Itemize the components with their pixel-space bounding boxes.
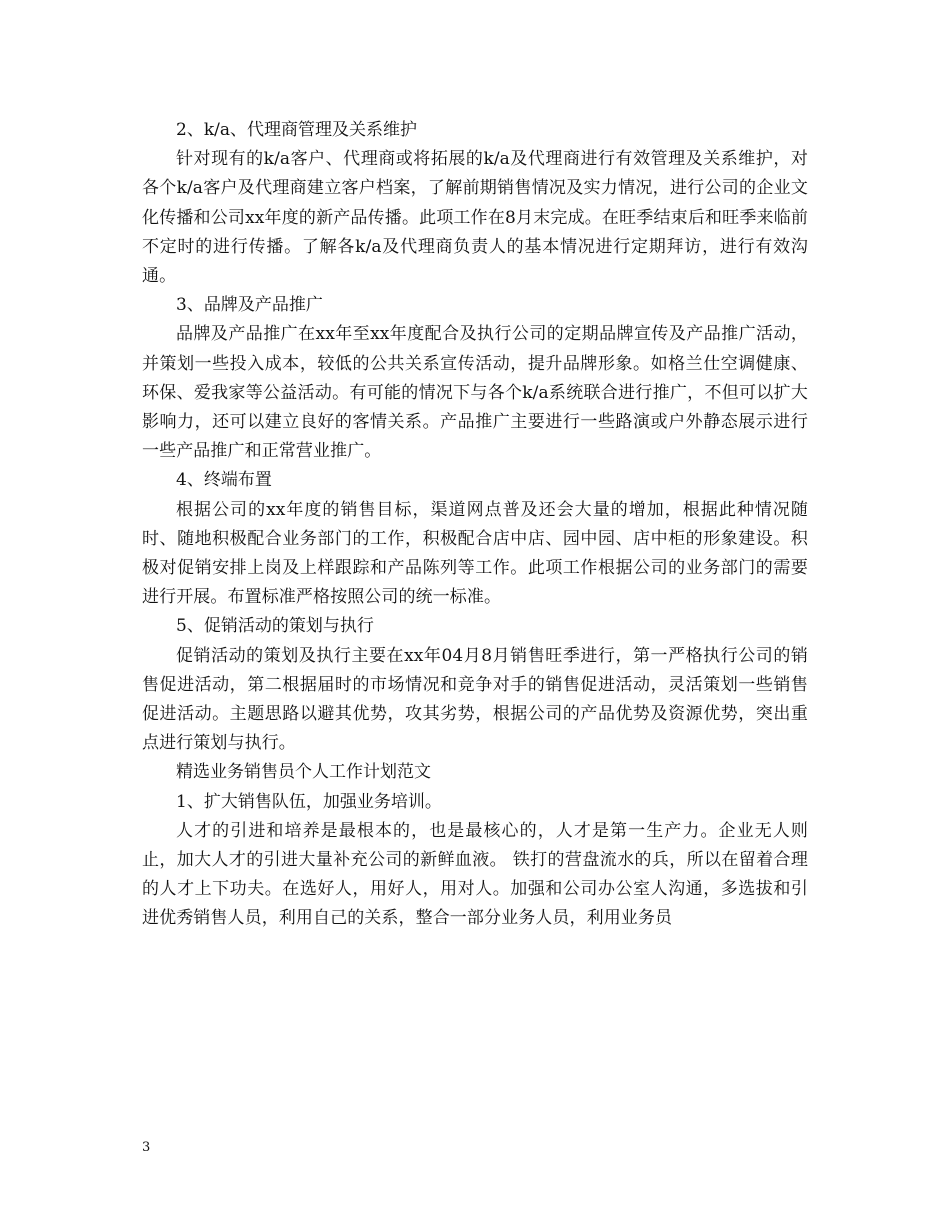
section-heading-promotion: 5、促销活动的策划与执行 [176, 616, 374, 637]
section-heading-team: 1、扩大销售队伍，加强业务培训。 [176, 791, 442, 812]
paragraph-terminal: 根据公司的xx年度的销售目标，渠道网点普及还会大量的增加，根据此种情况随时、随地积极配合业务部门的工作，积极配合店中店、园中园、店中柜的形象建设。积极对促销安排上岗及上样跟踪和产品陈列等工作。此项工作根据公司的业务部门的需要进行开展。布置标准严格按照公司的统一标准。 [142, 499, 808, 608]
section-heading-brand: 3、品牌及产品推广 [176, 295, 323, 316]
page-number: 3 [142, 1140, 151, 1155]
document-body [142, 116, 808, 934]
section-heading-terminal: 4、终端布置 [176, 470, 272, 491]
document-subtitle: 精选业务销售员个人工作计划范文 [176, 762, 431, 783]
paragraph-brand: 品牌及产品推广在xx年至xx年度配合及执行公司的定期品牌宣传及产品推广活动，并策划一些投入成本，较低的公共关系宣传活动，提升品牌形象。如格兰仕空调健康、环保、爱我家等公益活动。有可能的情况下与各个k/a系统联合进行推广，不但可以扩大影响力，还可以建立良好的客情关系。产品推广主要进行一些路演或户外静态展示进行一些产品推广和正常营业推广。 [142, 324, 808, 462]
paragraph-ka: 针对现有的k/a客户、代理商或将拓展的k/a及代理商进行有效管理及关系维护，对各个k/a客户及代理商建立客户档案，了解前期销售情况及实力情况，进行公司的企业文化传播和公司xx年度的新产品传播。此项工作在8月末完成。在旺季结束后和旺季来临前不定时的进行传播。了解各k/a及代理商负责人的基本情况进行定期拜访，进行有效沟通。 [142, 149, 808, 287]
paragraph-promotion: 促销活动的策划及执行主要在xx年04月8月销售旺季进行，第一严格执行公司的销售促进活动，第二根据届时的市场情况和竞争对手的销售促进活动，灵活策划一些销售促进活动。主题思路以避其优势，攻其劣势，根据公司的产品优势及资源优势，突出重点进行策划与执行。 [142, 645, 808, 754]
section-heading-ka: 2、k/a、代理商管理及关系维护 [176, 120, 417, 140]
paragraph-team: 人才的引进和培养是最根本的，也是最核心的，人才是第一生产力。企业无人则止，加大人才的引进大量补充公司的新鲜血液。 铁打的营盘流水的兵，所以在留着合理的人才上下功夫。在选好人，用好人，用对人。加强和公司办公室人沟通，多选拔和引进优秀销售人员，利用自己的关系，整合一部分业务人员，利用业务员 [142, 820, 808, 929]
